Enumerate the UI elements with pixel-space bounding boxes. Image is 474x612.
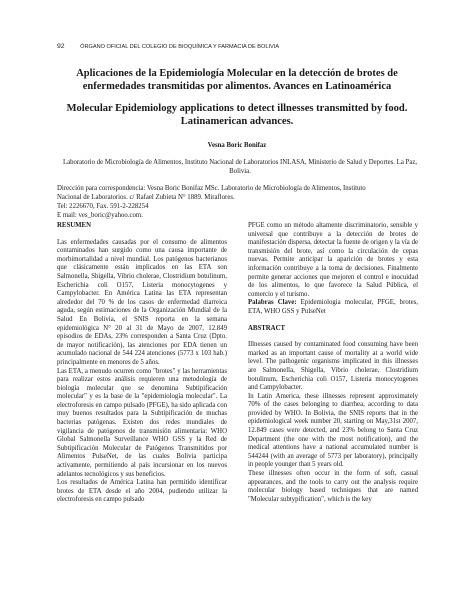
abstract-heading: ABSTRACT (248, 324, 286, 332)
phone-fax-line: Tel: 2226670, Fax. 591-2-228254 (57, 203, 149, 210)
page-number: 92 (57, 43, 65, 50)
author-name: Vesna Boric Bonifaz (207, 142, 267, 149)
right-column (248, 222, 418, 504)
email-line: E mail: ves_boric@yahoo.com. (57, 212, 143, 219)
journal-name: ÓRGANO OFICIAL DEL COLEGIO DE BIOQUÍMICA Y FARMACIA DE BOLIVIA (80, 44, 280, 50)
title-english: Molecular Epidemiology applications to detect illnesses transmitted by food. Latinamerican advances. (66, 103, 408, 127)
keywords-text: Epidemiologia molecular, PFGE, brotes, ETA, WHO GSS y PulseNet (248, 299, 418, 315)
abstract-paragraph: In Latin America, these illnesses represent approximately 70% of the cases belonging to diarrhea, according to data provided by WHO. In Bolivia, the SNIS reports that in the epidemiological week number 20, starting on May,31st 2007, 12.849 cases were detected, and 23% belong to Santa Cruz Department (the one with the most notification), and the medical attentions have a national accumulated number is 544244 (with an average of 5773 per laboratory), principally in people younger than 5 years old. (248, 392, 418, 469)
keywords (248, 299, 418, 316)
correspondence-block (57, 184, 427, 220)
resumen-heading: RESUMEN (57, 222, 91, 229)
left-column (57, 222, 227, 505)
author-affiliation: Laboratorio de Microbiología de Alimentos, Instituto Nacional de Laboratorios INLASA, Ministerio de Salud y Deportes. La Paz, Bolivia. (62, 159, 418, 175)
abstract-paragraph: These illnesses often occur in the form of soft, casual appearances, and the tools to carry out the analysis require molecular biology based techniques that are named "Molecular subtypification", which is the key (248, 470, 418, 503)
correspondence-line: Nacional de Laboratorios. c/ Rafael Zubieta N° 1889. Miraflores. (57, 194, 235, 201)
title-spanish: Aplicaciones de la Epidemiología Molecular en la detección de brotes de enfermedades transmitidas por alimentos. Avances en Latinoamérica (76, 68, 398, 92)
resumen-paragraph: Las enfermedades causadas por el consumo de alimentos contaminados han surgido como una causa importante de morbimortalidad a nivel mundial. Los patógenos bacterianos que clásicamente están implicados en las ETA son Salmonella, Shigella, Vibrio cholerae, Clostridium botulinum, Escherichia coli O157, Listeria monocytogenes y Campylobacter. En América Latina las ETA representan alrededor del 70 % de los casos de enfermedad diarreica aguda, según estimaciones de la Organización Mundial de la Salud En Bolivia, el SNIS reporta en la semana epidemiológica N° 20 al 31 de Mayo de 2007, 12.849 episodios de EDAs, 23% corresponden a Santa Cruz (Dpto. de mayor notificación), las atenciones por EDA tienen un acumulado nacional de 544 224 atenciones (5773 x 103 hab.) principalmente en menores de 5 años. (57, 238, 227, 366)
running-header (57, 43, 279, 50)
resumen-paragraph: Las ETA, a menudo ocurren como "brotes" y las herramientas para realizar estos análisis requieren una metodología de biología molecular que se denomina Subtipificación molecular" y es la base de la "epidemiología molecular". La electroforesis en campo pulsado (PFGE), ha sido aplicada con muy buenos resultados para la Subtipificación de muchas bacterias patógenas. Existen dos redes mundiales de vigilancia de patógenos de transmisión alimentaria: WHO Global Salmonella Surveillance WHO GSS y la Red de Subtipificación Molecular de Patógenos Transmitidos por Alimentos PulseNet, de las cuales Bolivia participa activamente, permitiendo al país incursionar en los nuevos adelantos tecnológicos y sus beneficios. (57, 367, 227, 478)
correspondence-line: Dirección para correspondencia: Vesna Boric Bonifaz MSc. Laboratorio de Microbiología de Alimentos, Instituto (57, 185, 366, 192)
resumen-paragraph: PFGE como un método altamente discriminatorio, sensible y universal que contribuye a la detección de brotes de manifestación dispersa, detectar la fuente de origen y la vía de transmisión del brote, así como la circulación de cepas nuevas. Permite anticipar la aparición de brotes y esta información contribuye a la toma de decisiones. Finalmente permite generar acciones que mejoren el control e inocuidad de los alimentos, lo que favorece la Salud Pública, el comercio y el turismo. (248, 222, 418, 298)
keywords-label: Palabras Clave: (248, 299, 297, 307)
abstract-paragraph: Illnesses caused by contaminated food consuming have been marked as an important cause of mortality at a world wide level. The pathogenic organisms implicated in this illnesses are Salmonella, Shigella, Vibrio cholerae, Clostridium botulinum, Escherichia coli O157, Listeria monocytogenes and Campylobacter. (248, 341, 418, 392)
resumen-paragraph: Los resultados de América Latina han permitido identificar brotes de ETA desde el año 2004, pudiendo utilizar la electroforesis en campo pulsado (57, 479, 227, 504)
